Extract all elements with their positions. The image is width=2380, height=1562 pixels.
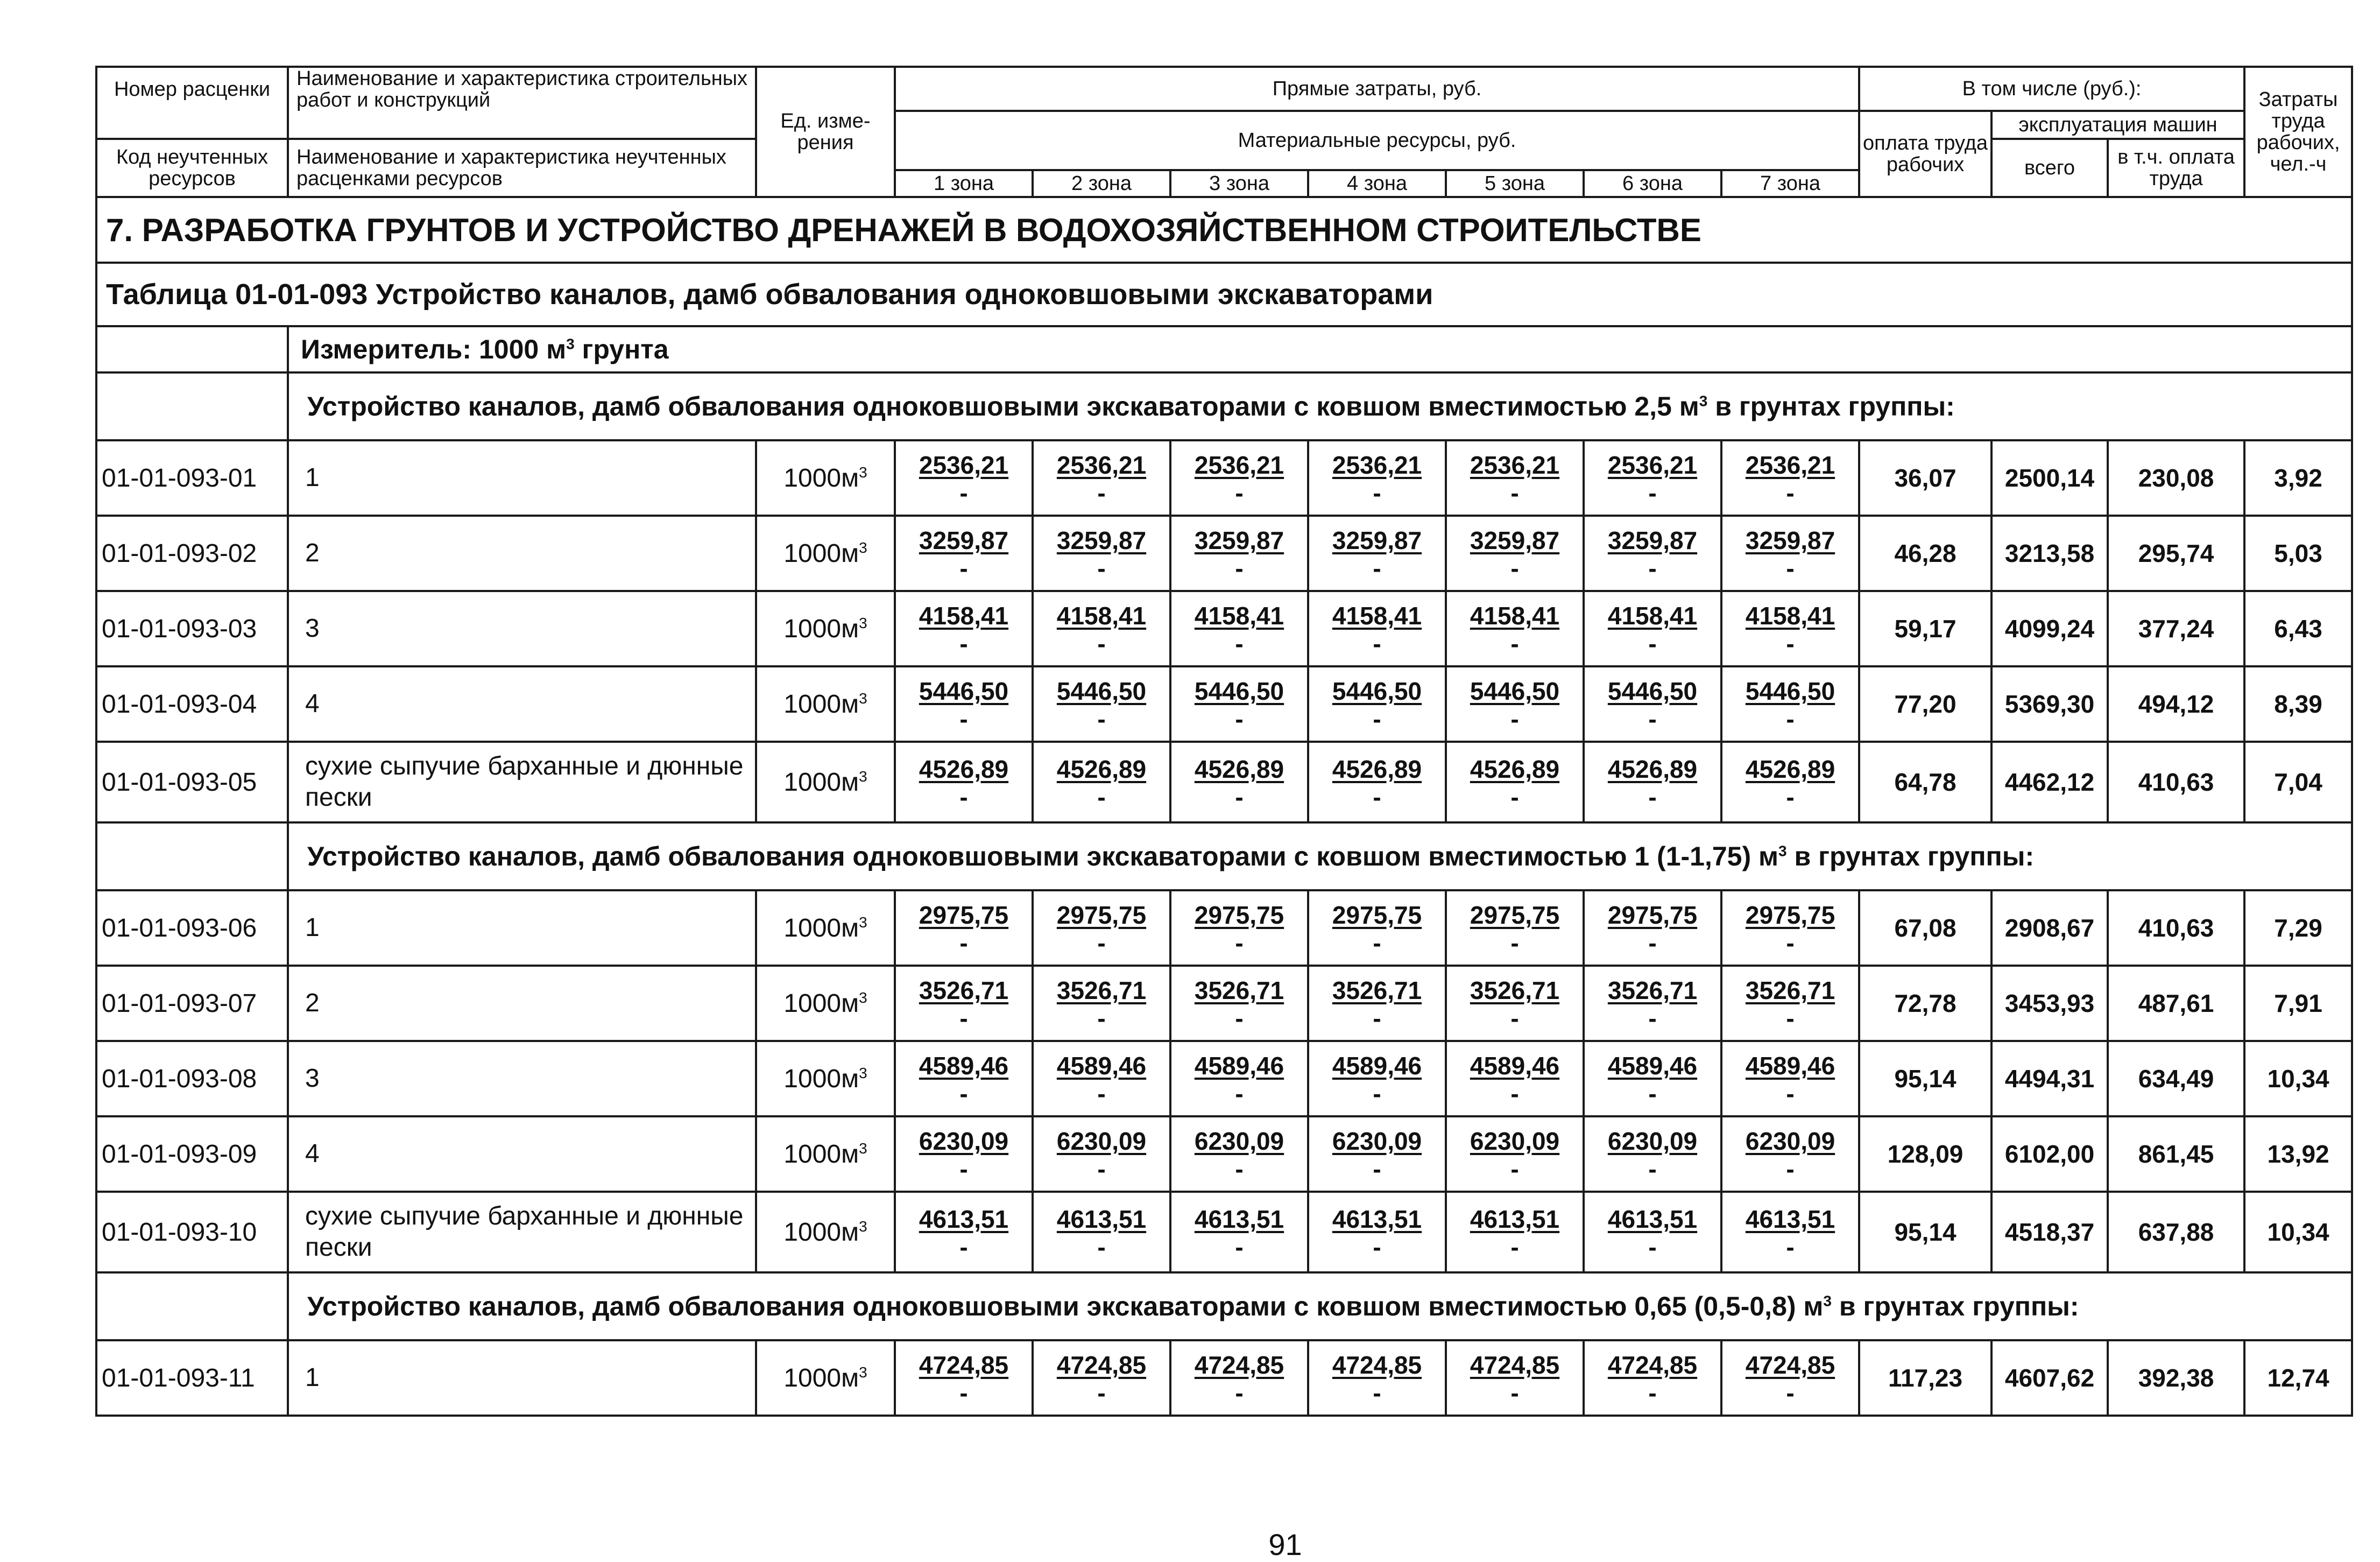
- zone-5-value: 3526,71 -: [1446, 966, 1584, 1041]
- machine-labor-pay: 634,49: [2108, 1041, 2244, 1116]
- zone-6-value: 5446,50 -: [1584, 666, 1721, 742]
- zone-4-value: 4613,51 -: [1308, 1192, 1446, 1272]
- zone-3-value: 4589,46 -: [1170, 1041, 1308, 1116]
- zone-2-value: 3526,71 -: [1033, 966, 1170, 1041]
- zone-1-value: 4158,41 -: [895, 591, 1033, 666]
- table-row: [96, 516, 2352, 591]
- table-row: [96, 591, 2352, 666]
- header-code: Код неучтенных ресурсов: [96, 139, 288, 197]
- zone-1-value: 2536,21 -: [895, 440, 1033, 516]
- table-row: [96, 742, 2352, 822]
- unit-cell: $1000м^3$: [756, 890, 895, 966]
- rate-code: 01-01-093-10: [96, 1192, 288, 1272]
- zone-7-value: 6230,09 -: [1721, 1116, 1859, 1192]
- labor-pay: 64,78: [1859, 742, 1991, 822]
- zone-7-value: 3259,87 -: [1721, 516, 1859, 591]
- unit-cell: $1000м^3$: [756, 666, 895, 742]
- zone-2-value: 2975,75 -: [1033, 890, 1170, 966]
- zone-3-value: 2975,75 -: [1170, 890, 1308, 966]
- zone-2-value: 4526,89 -: [1033, 742, 1170, 822]
- machine-total: 4462,12: [1991, 742, 2108, 822]
- zone-6-value: 6230,09 -: [1584, 1116, 1721, 1192]
- zone-5-value: 4158,41 -: [1446, 591, 1584, 666]
- labor-hours: 3,92: [2244, 440, 2352, 516]
- machine-total: 3213,58: [1991, 516, 2108, 591]
- table-row: [96, 666, 2352, 742]
- machine-labor-pay: 637,88: [2108, 1192, 2244, 1272]
- header-material-resources: Материальные ресурсы, руб.: [895, 111, 1859, 170]
- zone-6-value: 4724,85 -: [1584, 1340, 1721, 1416]
- group-title: Устройство каналов, дамб обвалования одноковшовыми экскаваторами с ковшом вместимостью 1 (1-1,75) $м^3$ в грунтах группы:: [288, 822, 2352, 890]
- zone-4-value: 3259,87 -: [1308, 516, 1446, 591]
- rates-sheet: [95, 66, 2351, 1561]
- header-machine-total: всего: [1991, 139, 2108, 197]
- work-name: 2: [288, 966, 756, 1041]
- table-row: [96, 890, 2352, 966]
- unit-cell: $1000м^3$: [756, 1041, 895, 1116]
- zone-2-value: 6230,09 -: [1033, 1116, 1170, 1192]
- rate-code: 01-01-093-07: [96, 966, 288, 1041]
- zone-5-value: 4526,89 -: [1446, 742, 1584, 822]
- header-zone-7: 7 зона: [1721, 170, 1859, 197]
- zone-3-value: 2536,21 -: [1170, 440, 1308, 516]
- zone-4-value: 2536,21 -: [1308, 440, 1446, 516]
- machine-total: 2500,14: [1991, 440, 2108, 516]
- zone-1-value: 3526,71 -: [895, 966, 1033, 1041]
- zone-1-value: 4589,46 -: [895, 1041, 1033, 1116]
- machine-total: 4099,24: [1991, 591, 2108, 666]
- labor-pay: 77,20: [1859, 666, 1991, 742]
- header-machine-labor: в т.ч. оплата труда: [2108, 139, 2244, 197]
- labor-hours: 6,43: [2244, 591, 2352, 666]
- zone-4-value: 4526,89 -: [1308, 742, 1446, 822]
- zone-3-value: 5446,50 -: [1170, 666, 1308, 742]
- table-row: [96, 1192, 2352, 1272]
- labor-pay: 59,17: [1859, 591, 1991, 666]
- table-title: Таблица 01-01-093 Устройство каналов, дамб обвалования одноковшовыми экскаваторами: [96, 263, 2352, 326]
- labor-hours: 7,04: [2244, 742, 2352, 822]
- labor-pay: 36,07: [1859, 440, 1991, 516]
- machine-labor-pay: 295,74: [2108, 516, 2244, 591]
- zone-3-value: 4526,89 -: [1170, 742, 1308, 822]
- zone-3-value: 4158,41 -: [1170, 591, 1308, 666]
- zone-2-value: 4158,41 -: [1033, 591, 1170, 666]
- table-row: [96, 1116, 2352, 1192]
- machine-total: 4518,37: [1991, 1192, 2108, 1272]
- zone-7-value: 3526,71 -: [1721, 966, 1859, 1041]
- zone-6-value: 4526,89 -: [1584, 742, 1721, 822]
- work-name: 4: [288, 1116, 756, 1192]
- zone-7-value: 5446,50 -: [1721, 666, 1859, 742]
- section-title: 7. РАЗРАБОТКА ГРУНТОВ И УСТРОЙСТВО ДРЕНАЖЕЙ В ВОДОХОЗЯЙСТВЕННОМ СТРОИТЕЛЬСТВЕ: [96, 197, 2352, 263]
- labor-pay: 95,14: [1859, 1041, 1991, 1116]
- measure: Измеритель: 1000 $м^3$ грунта: [288, 326, 2352, 372]
- labor-hours: 10,34: [2244, 1192, 2352, 1272]
- rate-code: 01-01-093-09: [96, 1116, 288, 1192]
- header-zone-6: 6 зона: [1584, 170, 1721, 197]
- work-name: сухие сыпучие барханные и дюнные пески: [288, 1192, 756, 1272]
- zone-1-value: 3259,87 -: [895, 516, 1033, 591]
- machine-total: 2908,67: [1991, 890, 2108, 966]
- rate-code: 01-01-093-11: [96, 1340, 288, 1416]
- zone-1-value: 6230,09 -: [895, 1116, 1033, 1192]
- zone-6-value: 4158,41 -: [1584, 591, 1721, 666]
- zone-4-value: 3526,71 -: [1308, 966, 1446, 1041]
- zone-1-value: 4724,85 -: [895, 1340, 1033, 1416]
- zone-4-value: 2975,75 -: [1308, 890, 1446, 966]
- zone-6-value: 4589,46 -: [1584, 1041, 1721, 1116]
- zone-7-value: 4724,85 -: [1721, 1340, 1859, 1416]
- header-zone-2: 2 зона: [1033, 170, 1170, 197]
- rate-code: 01-01-093-02: [96, 516, 288, 591]
- machine-labor-pay: 230,08: [2108, 440, 2244, 516]
- zone-3-value: 4613,51 -: [1170, 1192, 1308, 1272]
- labor-pay: 67,08: [1859, 890, 1991, 966]
- rate-code: 01-01-093-01: [96, 440, 288, 516]
- header-zone-1: 1 зона: [895, 170, 1033, 197]
- labor-hours: 10,34: [2244, 1041, 2352, 1116]
- work-name: сухие сыпучие барханные и дюнные пески: [288, 742, 756, 822]
- header-labor-costs: Затраты труда рабочих, чел.-ч: [2244, 67, 2352, 197]
- zone-5-value: 4613,51 -: [1446, 1192, 1584, 1272]
- zone-5-value: 4589,46 -: [1446, 1041, 1584, 1116]
- zone-2-value: 3259,87 -: [1033, 516, 1170, 591]
- zone-1-value: 4526,89 -: [895, 742, 1033, 822]
- unit-cell: $1000м^3$: [756, 1192, 895, 1272]
- zone-5-value: 3259,87 -: [1446, 516, 1584, 591]
- zone-7-value: 4526,89 -: [1721, 742, 1859, 822]
- rate-code: 01-01-093-05: [96, 742, 288, 822]
- unit-cell: $1000м^3$: [756, 440, 895, 516]
- zone-5-value: 2975,75 -: [1446, 890, 1584, 966]
- zone-5-value: 4724,85 -: [1446, 1340, 1584, 1416]
- unit-cell: $1000м^3$: [756, 516, 895, 591]
- work-name: 3: [288, 1041, 756, 1116]
- unit-cell: $1000м^3$: [756, 591, 895, 666]
- zone-2-value: 4724,85 -: [1033, 1340, 1170, 1416]
- zone-6-value: 4613,51 -: [1584, 1192, 1721, 1272]
- page-number: 91: [1268, 1528, 1302, 1561]
- zone-5-value: 2536,21 -: [1446, 440, 1584, 516]
- work-name: 2: [288, 516, 756, 591]
- zone-1-value: 5446,50 -: [895, 666, 1033, 742]
- rate-code: 01-01-093-08: [96, 1041, 288, 1116]
- unit-cell: $1000м^3$: [756, 1340, 895, 1416]
- zone-1-value: 2975,75 -: [895, 890, 1033, 966]
- zone-6-value: 2975,75 -: [1584, 890, 1721, 966]
- machine-total: 4607,62: [1991, 1340, 2108, 1416]
- zone-7-value: 4613,51 -: [1721, 1192, 1859, 1272]
- group-title: Устройство каналов, дамб обвалования одноковшовыми экскаваторами с ковшом вместимостью 2,5 $м^3$ в грунтах группы:: [288, 372, 2352, 440]
- header-name-resources: Наименование и характеристика неучтенных расценками ресурсов: [288, 139, 756, 197]
- machine-labor-pay: 410,63: [2108, 890, 2244, 966]
- header-zone-5: 5 зона: [1446, 170, 1584, 197]
- rate-code: 01-01-093-04: [96, 666, 288, 742]
- header-including: В том числе (руб.):: [1859, 67, 2244, 111]
- machine-labor-pay: 377,24: [2108, 591, 2244, 666]
- header-direct-costs: Прямые затраты, руб.: [895, 67, 1859, 111]
- work-name: 3: [288, 591, 756, 666]
- table-row: [96, 1340, 2352, 1416]
- labor-pay: 72,78: [1859, 966, 1991, 1041]
- zone-7-value: 2536,21 -: [1721, 440, 1859, 516]
- machine-labor-pay: 392,38: [2108, 1340, 2244, 1416]
- zone-5-value: 5446,50 -: [1446, 666, 1584, 742]
- labor-hours: 13,92: [2244, 1116, 2352, 1192]
- zone-4-value: 4589,46 -: [1308, 1041, 1446, 1116]
- machine-labor-pay: 410,63: [2108, 742, 2244, 822]
- zone-2-value: 5446,50 -: [1033, 666, 1170, 742]
- zone-2-value: 2536,21 -: [1033, 440, 1170, 516]
- rate-code: 01-01-093-03: [96, 591, 288, 666]
- zone-4-value: 5446,50 -: [1308, 666, 1446, 742]
- zone-3-value: 3526,71 -: [1170, 966, 1308, 1041]
- zone-4-value: 4724,85 -: [1308, 1340, 1446, 1416]
- zone-3-value: 3259,87 -: [1170, 516, 1308, 591]
- labor-pay: 95,14: [1859, 1192, 1991, 1272]
- machine-total: 6102,00: [1991, 1116, 2108, 1192]
- header-labor-pay: оплата труда рабочих: [1859, 111, 1991, 197]
- labor-hours: 12,74: [2244, 1340, 2352, 1416]
- zone-3-value: 4724,85 -: [1170, 1340, 1308, 1416]
- machine-total: 5369,30: [1991, 666, 2108, 742]
- zone-7-value: 4589,46 -: [1721, 1041, 1859, 1116]
- table-row: [96, 440, 2352, 516]
- labor-hours: 5,03: [2244, 516, 2352, 591]
- machine-labor-pay: 494,12: [2108, 666, 2244, 742]
- rates-table: [95, 66, 2353, 1417]
- machine-labor-pay: 487,61: [2108, 966, 2244, 1041]
- table-row: [96, 966, 2352, 1041]
- work-name: 1: [288, 440, 756, 516]
- machine-labor-pay: 861,45: [2108, 1116, 2244, 1192]
- zone-4-value: 4158,41 -: [1308, 591, 1446, 666]
- work-name: 1: [288, 1340, 756, 1416]
- work-name: 4: [288, 666, 756, 742]
- zone-5-value: 6230,09 -: [1446, 1116, 1584, 1192]
- header-name: Наименование и характеристика строительных работ и конструкций: [288, 67, 756, 111]
- rate-code: 01-01-093-06: [96, 890, 288, 966]
- table-row: [96, 1041, 2352, 1116]
- unit-cell: $1000м^3$: [756, 966, 895, 1041]
- header-machine-operation: эксплуатация машин: [1991, 111, 2244, 139]
- work-name: 1: [288, 890, 756, 966]
- header-number: Номер расценки: [96, 67, 288, 111]
- zone-6-value: 2536,21 -: [1584, 440, 1721, 516]
- zone-7-value: 2975,75 -: [1721, 890, 1859, 966]
- labor-pay: 46,28: [1859, 516, 1991, 591]
- zone-7-value: 4158,41 -: [1721, 591, 1859, 666]
- machine-total: 4494,31: [1991, 1041, 2108, 1116]
- zone-2-value: 4613,51 -: [1033, 1192, 1170, 1272]
- labor-hours: 7,29: [2244, 890, 2352, 966]
- unit-cell: $1000м^3$: [756, 742, 895, 822]
- labor-pay: 128,09: [1859, 1116, 1991, 1192]
- zone-6-value: 3259,87 -: [1584, 516, 1721, 591]
- header-unit: Ед. изме-рения: [756, 67, 895, 197]
- zone-6-value: 3526,71 -: [1584, 966, 1721, 1041]
- labor-hours: 7,91: [2244, 966, 2352, 1041]
- zone-1-value: 4613,51 -: [895, 1192, 1033, 1272]
- zone-2-value: 4589,46 -: [1033, 1041, 1170, 1116]
- header-zone-4: 4 зона: [1308, 170, 1446, 197]
- labor-pay: 117,23: [1859, 1340, 1991, 1416]
- group-title: Устройство каналов, дамб обвалования одноковшовыми экскаваторами с ковшом вместимостью 0,65 (0,5-0,8) $м^3$ в грунтах группы:: [288, 1272, 2352, 1340]
- zone-4-value: 6230,09 -: [1308, 1116, 1446, 1192]
- labor-hours: 8,39: [2244, 666, 2352, 742]
- machine-total: 3453,93: [1991, 966, 2108, 1041]
- zone-3-value: 6230,09 -: [1170, 1116, 1308, 1192]
- unit-cell: $1000м^3$: [756, 1116, 895, 1192]
- header-zone-3: 3 зона: [1170, 170, 1308, 197]
